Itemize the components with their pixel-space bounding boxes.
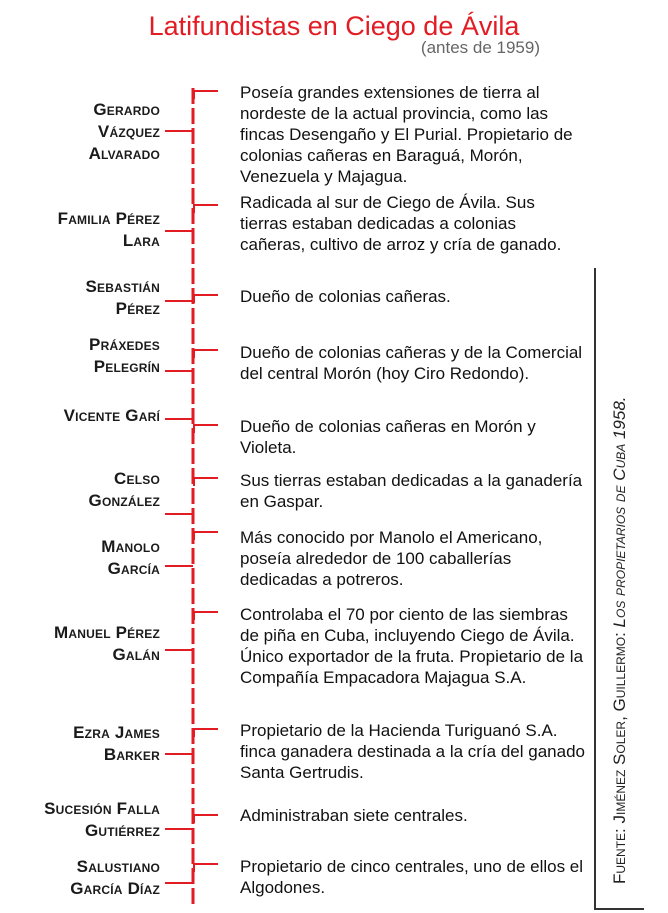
landowner-name xyxy=(8,798,160,842)
landowner-name-line: Familia Pérez xyxy=(57,209,160,228)
landowner-name xyxy=(8,405,160,427)
description-connector xyxy=(194,612,218,620)
landowner-name-line: Ezra James xyxy=(73,723,160,742)
landowner-name-line: Alvarado xyxy=(88,144,160,163)
landowner-name xyxy=(8,99,160,165)
landowner-name xyxy=(8,622,160,666)
description-connector xyxy=(194,478,218,486)
landowner-name-line: Galán xyxy=(112,645,160,664)
landowner-name-line: Pelegrín xyxy=(93,357,160,376)
description-connector xyxy=(194,729,218,737)
landowner-name xyxy=(8,856,160,900)
description-connector xyxy=(194,295,218,303)
landowner-name xyxy=(8,208,160,252)
landowner-name xyxy=(8,468,160,512)
description-connector xyxy=(194,205,218,213)
landowner-name-line: Celso xyxy=(114,469,160,488)
landowner-name-line: García xyxy=(107,559,160,578)
description-connector xyxy=(194,425,218,433)
landowner-name-line: Salustiano xyxy=(76,857,160,876)
landowner-description: Propietario de cinco centrales, uno de ellos el Algodones. xyxy=(240,857,584,897)
landowner-name-line: Práxedes xyxy=(89,335,160,354)
landowner-name-line: García Díaz xyxy=(70,879,160,898)
landowner-description: Poseía grandes extensiones de tierra al nordeste de la actual provincia, como las fincas Desengaño y El Purial. Propietario de colonias cañeras en Baraguá, Morón, Venezuela y Majagua. xyxy=(240,83,573,186)
landowner-name-line: Lara xyxy=(122,231,160,250)
landowner-description: Más conocido por Manolo el Americano, poseía alrededor de 100 caballerías dedicadas a potreros. xyxy=(240,528,543,589)
landowner-name xyxy=(8,334,160,378)
landowner-name xyxy=(8,276,160,320)
landowner-name-line: González xyxy=(88,491,160,510)
landowner-name-line: Pérez xyxy=(115,299,160,318)
landowner-description: Sus tierras estaban dedicadas a la ganadería en Gaspar. xyxy=(240,471,583,511)
landowner-name-line: Barker xyxy=(103,745,160,764)
landowner-name-line: Sebastián xyxy=(85,277,160,296)
landowner-description: Dueño de colonias cañeras y de la Comercial del central Morón (hoy Ciro Redondo). xyxy=(240,343,583,383)
landowner-description: Dueño de colonias cañeras en Morón y Violeta. xyxy=(240,417,536,457)
source-credit xyxy=(610,396,630,884)
description-connector xyxy=(194,864,218,872)
description-connector xyxy=(194,350,218,358)
landowner-name xyxy=(8,536,160,580)
landowner-description: Dueño de colonias cañeras. xyxy=(240,287,451,306)
landowner-name-line: Gutiérrez xyxy=(84,821,160,840)
landowner-name-line: Manolo xyxy=(101,537,160,556)
infographic-subtitle: (antes de 1959) xyxy=(420,38,540,57)
source-box xyxy=(594,268,644,910)
source-prefix: Fuente: Jiménez Soler, Guillermo: xyxy=(610,627,629,884)
landowner-name-line: Sucesión Falla xyxy=(44,799,160,818)
description-connector xyxy=(194,815,218,823)
landowner-name-line: Gerardo xyxy=(93,100,160,119)
landowner-name-line: Vázquez xyxy=(97,122,160,141)
description-connector xyxy=(194,532,218,540)
landowner-description: Propietario de la Hacienda Turiguanó S.A. finca ganadera destinada a la cría del ganado Santa Gertrudis. xyxy=(240,721,585,782)
landowner-name xyxy=(8,722,160,766)
description-connector xyxy=(194,91,218,99)
landowner-name-line: Manuel Pérez xyxy=(54,623,160,642)
landowner-description: Radicada al sur de Ciego de Ávila. Sus tierras estaban dedicadas a colonias cañeras, cultivo de arroz y cría de ganado. xyxy=(240,193,562,254)
infographic-title: Latifundistas en Ciego de Ávila xyxy=(148,11,520,41)
source-work: Los propietarios de Cuba 1958. xyxy=(610,396,629,628)
landowner-description: Controlaba el 70 por ciento de las siembras de piña en Cuba, incluyendo Ciego de Ávila. Único exportador de la fruta. Propietario de la Compañía Empacadora Majagua S.A. xyxy=(240,605,584,687)
landowner-description: Administraban siete centrales. xyxy=(240,806,468,825)
landowner-name-line: Vicente Garí xyxy=(63,406,160,425)
